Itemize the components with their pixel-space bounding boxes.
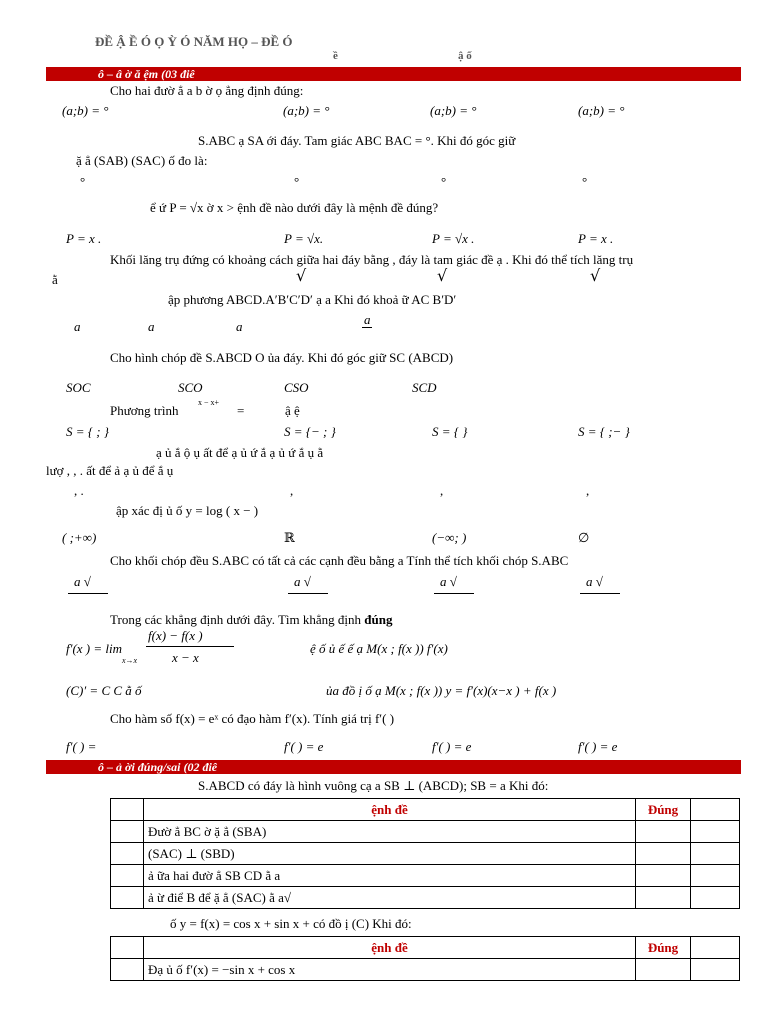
tf1-row-false-cell[interactable] [691,865,740,887]
q4-option-c-sqrt-icon: √ [437,266,448,285]
q4-stem: Khối lăng trụ đứng có khoảng cách giữa hai đáy bằng , đáy là tam giác đề ạ . Khi đó thể tích lăng trụ [110,252,634,267]
table-header-row [111,937,740,959]
part1-label: ô – â ờ ă ệm (03 điê [98,67,195,81]
q7-equals: = [237,403,245,418]
q6-option-a[interactable]: SOC [66,380,91,395]
q2-stem-b: ặ ẳ (SAB) (SAC) ố đo là: [76,153,208,168]
tf1-row-true-cell[interactable] [636,887,691,909]
q11-option-a[interactable]: f′(x ) = lim [66,641,123,656]
q3-option-d[interactable]: P = x . [578,231,614,246]
q10-option-c-fraction-line [434,593,474,594]
table-row [111,887,740,909]
tf2-header-statement: ệnh đề [144,937,636,959]
q11-option-c[interactable]: (C)′ = C C ằ ố [66,683,142,698]
q10-option-a[interactable]: a √ [74,574,91,589]
tf1-row-statement: Đườ ẳ BC ờ ặ ẳ (SBA) [144,821,636,843]
q8-stem-b: lượ , , . ất để ả ạ ủ để ắ ụ [46,463,174,478]
tf2-stem: ố y = f(x) = cos x + sin x + có đồ ị (C) Khi đó: [170,916,412,931]
q2-option-b[interactable]: ° [294,174,300,189]
q2-option-a[interactable]: ° [80,174,86,189]
q10-option-c[interactable]: a √ [440,574,457,589]
q5-option-c[interactable]: a [236,319,243,334]
table-header-row [111,799,740,821]
part2-bar [46,760,741,774]
q10-option-a-fraction-line [68,593,108,594]
q7-exponent: x − x+ [198,398,220,407]
q12-option-b[interactable]: f′( ) = e [284,739,324,754]
q7-option-c[interactable]: S = { } [432,424,468,439]
tf1-stem: S.ABCD có đáy là hình vuông cạ a SB ⊥ (ABCD); SB = a Khi đó: [198,778,549,793]
tf1-row-false-cell[interactable] [691,821,740,843]
q1-option-b[interactable]: (a;b) = ° [283,103,330,118]
q6-stem: Cho hình chóp đề S.ABCD O ủa đáy. Khi đó góc giữ SC (ABCD) [110,350,454,365]
q9-option-c[interactable]: (−∞; ) [432,530,467,545]
q3-option-b[interactable]: P = √x. [284,231,324,246]
q8-option-c[interactable]: , [440,483,444,498]
tf1-row-statement: ả ừ điể B để ặ ẳ (SAC) ằ a√ [144,887,636,909]
q1-stem: Cho hai đườ ẳ a b ờ ọ ẳng định đúng: [110,83,304,98]
q10-option-b[interactable]: a √ [294,574,311,589]
q10-stem: Cho khối chóp đều S.ABC có tất cả các cạnh đều bằng a Tính thể tích khối chóp S.ABC [110,553,569,568]
q7-stem: Phương trình [110,403,179,418]
q11-option-d[interactable]: ủa đồ ị ố ạ M(x ; f(x )) y = f′(x)(x−x ) + f(x ) [326,683,557,698]
table-row [111,865,740,887]
q12-stem: Cho hàm số f(x) = eˣ có đạo hàm f′(x). Tính giá trị f′( ) [110,711,395,726]
exam-subtitle-extra: ề [333,50,338,62]
q1-option-c[interactable]: (a;b) = ° [430,103,477,118]
q7-option-d[interactable]: S = { ;− } [578,424,630,439]
tf1-row-false-cell[interactable] [691,887,740,909]
q8-option-d[interactable]: , [586,483,590,498]
q2-option-c[interactable]: ° [441,174,447,189]
q11-stem [110,612,392,628]
q11-option-a-denominator: x − x [172,650,199,665]
q8-option-b[interactable]: , [290,483,294,498]
q1-option-a[interactable]: (a;b) = ° [62,103,109,118]
exam-subtitle: ậ ố [458,50,472,62]
q11-stem-text: Trong các khẳng định dưới đây. Tìm khẳng định [110,612,362,627]
tf1-row-true-cell[interactable] [636,865,691,887]
q11-option-a-limit-sub: x→x [122,656,138,665]
q7-stem-eq: ậ ệ [285,403,300,418]
q2-option-d[interactable]: ° [582,174,588,189]
q10-option-d[interactable]: a √ [586,574,603,589]
q7-option-b[interactable]: S = {− ; } [284,424,336,439]
q1-option-d[interactable]: (a;b) = ° [578,103,625,118]
q11-stem-bold: đúng [364,612,393,627]
q6-option-d[interactable]: SCD [412,380,437,395]
table-row [111,821,740,843]
q7-option-a[interactable]: S = { ; } [66,424,109,439]
q11-option-a-fraction-line [146,646,234,647]
tf1-row-true-cell[interactable] [636,843,691,865]
exam-title: ĐỀ Ậ Ề Ó Ọ Ỳ Ó NĂM HỌ – ĐỀ Ó [95,34,293,49]
q5-option-d-fraction-line [362,327,372,328]
tf2-row-true-cell[interactable] [636,959,691,981]
q9-option-a[interactable]: ( ;+∞) [62,530,97,545]
q9-option-d[interactable]: ∅ [578,530,590,545]
q11-option-b[interactable]: ệ ố ủ ế ế ạ M(x ; f(x )) f′(x) [310,641,448,656]
q5-stem: ập phương ABCD.A′B′C′D′ ạ a Khi đó khoả ữ AC B′D′ [168,292,457,307]
part1-bar [46,67,741,81]
q6-option-c[interactable]: CSO [284,380,309,395]
tf1-row-true-cell[interactable] [636,821,691,843]
tf1-header-true: Đúng [636,799,691,821]
q3-option-c[interactable]: P = √x . [432,231,475,246]
q4-stem-b: ằ [52,272,58,287]
tf2-table [110,936,740,981]
tf1-row-false-cell[interactable] [691,843,740,865]
q12-option-a[interactable]: f′( ) = [66,739,97,754]
part2-label: ô – ả ời đúng/sai (02 điê [98,760,218,774]
tf2-header-true: Đúng [636,937,691,959]
q12-option-d[interactable]: f′( ) = e [578,739,618,754]
q8-stem: ạ ủ ắ ộ ụ ất để ạ ủ ứ ắ ạ ủ ứ ắ ụ ằ [156,445,324,460]
table-row [111,959,740,981]
tf1-table [110,798,740,909]
q10-option-b-fraction-line [288,593,328,594]
q4-option-d-sqrt-icon: √ [590,266,601,285]
q9-option-b[interactable]: ℝ [284,530,295,545]
q8-option-a[interactable]: , . [74,483,84,498]
tf2-row-false-cell[interactable] [691,959,740,981]
q3-stem: ể ứ P = √x ờ x > ệnh đề nào dưới đây là mệnh đề đúng? [150,200,439,215]
tf2-row-statement: Đạ ủ ố f′(x) = −sin x + cos x [144,959,636,981]
q5-option-d[interactable]: a [364,312,371,327]
q5-option-b[interactable]: a [148,319,155,334]
q2-stem-a: S.ABC ạ SA ới đáy. Tam giác ABC BAC = °. Khi đó góc giữ [198,133,516,148]
q5-option-a[interactable]: a [74,319,81,334]
tf1-header-statement: ệnh đề [144,799,636,821]
q11-option-a-numerator: f(x) − f(x ) [148,628,203,643]
tf1-row-statement: ả ữa hai đườ ẳ SB CD ằ a [144,865,636,887]
q12-option-c[interactable]: f′( ) = e [432,739,472,754]
q10-option-d-fraction-line [580,593,620,594]
q4-option-a-sqrt-icon: √ [296,266,307,285]
tf1-row-statement: (SAC) ⊥ (SBD) [144,843,636,865]
table-row [111,843,740,865]
q6-option-b[interactable]: SCO [178,380,203,395]
q9-stem: ập xác đị ủ ố y = log ( x − ) [116,503,259,518]
q3-option-a[interactable]: P = x . [66,231,102,246]
